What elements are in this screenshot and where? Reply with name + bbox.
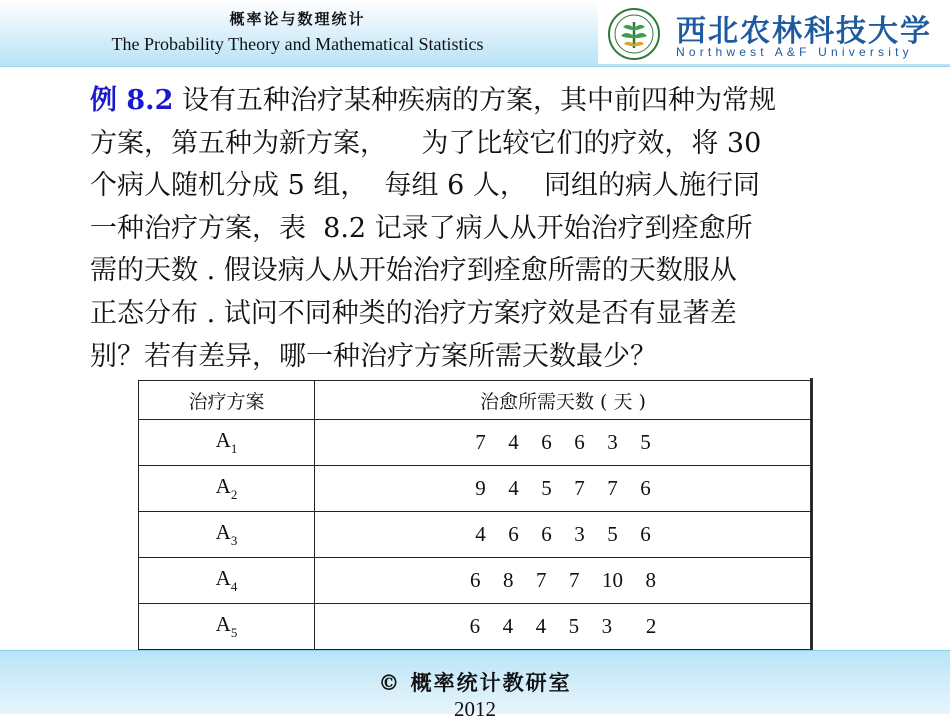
- header-treatment: 治疗方案: [139, 381, 315, 420]
- table-header-row: [139, 381, 812, 420]
- problem-line-6: 正态分布 . 试问不同种类的治疗方案疗效是否有显著差: [90, 297, 737, 329]
- university-logo: [598, 2, 950, 64]
- days-values: 9 4 5 7 7 6: [315, 466, 812, 512]
- treatment-days-table: [138, 380, 812, 650]
- problem-statement: [90, 80, 880, 378]
- treatment-name: $A_2$: [139, 466, 315, 512]
- slide-header: [0, 0, 950, 67]
- treatment-name: $A_3$: [139, 512, 315, 558]
- slide-footer: [0, 650, 950, 721]
- example-label: 例 8.2: [90, 85, 174, 116]
- course-title-en: The Probability Theory and Mathematical Statistics: [111, 34, 484, 54]
- days-values: 7 4 6 6 3 5: [315, 420, 812, 466]
- days-values: 4 6 6 3 5 6: [315, 512, 812, 558]
- treatment-name: $A_1$: [139, 420, 315, 466]
- problem-line-4: 一种治疗方案，表 8.2 记录了病人从开始治疗到痊愈所: [90, 212, 753, 244]
- university-seal-icon: [608, 8, 660, 60]
- table-row: [139, 604, 812, 650]
- footer-copyright: © 概率统计教研室: [378, 670, 572, 695]
- treatment-name: $A_4$: [139, 558, 315, 604]
- problem-line-7: 别？若有差异，哪一种治疗方案所需天数最少？: [90, 340, 657, 372]
- table-row: [139, 512, 812, 558]
- days-values: 6 4 4 5 3 2: [315, 604, 812, 650]
- course-title-cn: 概率论与数理统计: [229, 10, 366, 28]
- university-name-en: Northwest A&F University: [676, 45, 913, 59]
- footer-year: 2012: [454, 697, 496, 721]
- table-row: [139, 466, 812, 512]
- treatment-name: $A_5$: [139, 604, 315, 650]
- problem-line-5: 需的天数 . 假设病人从开始治疗到痊愈所需的天数服从: [90, 255, 737, 287]
- table-row: [139, 420, 812, 466]
- problem-line-2: 方案，第五种为新方案， 为了比较它们的疗效，将 30: [90, 127, 762, 159]
- table-row: [139, 558, 812, 604]
- problem-line-3: 个病人随机分成 5 组， 每组 6 人， 同组的病人施行同: [90, 170, 761, 202]
- days-values: 6 8 7 7 10 8: [315, 558, 812, 604]
- university-name-cn: 西北农林科技大学: [676, 14, 932, 49]
- problem-line-1: 例 8.2 设有五种治疗某种疾病的方案，其中前四种为常规: [90, 85, 776, 116]
- header-days: 治愈所需天数 ( 天 ): [315, 381, 812, 420]
